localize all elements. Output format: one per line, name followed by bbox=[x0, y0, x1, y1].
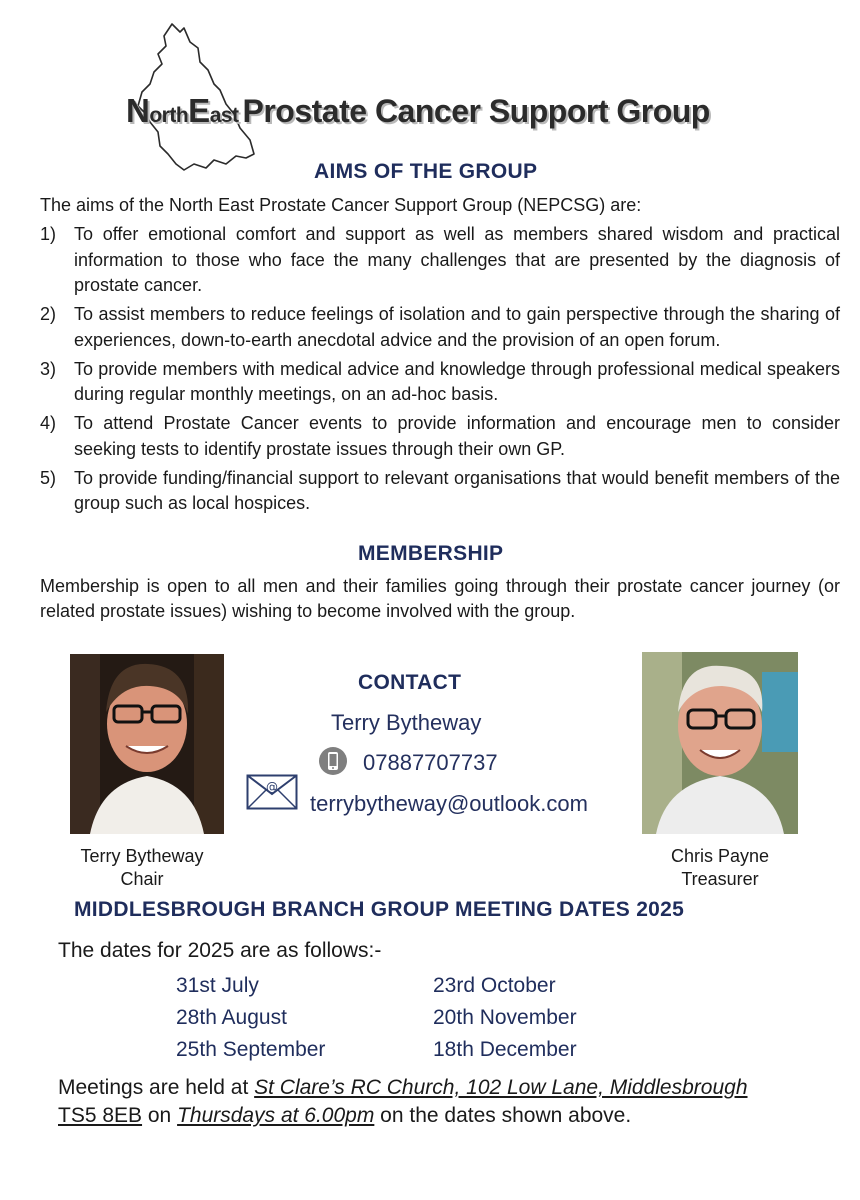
aims-list bbox=[40, 222, 840, 520]
phone-icon bbox=[318, 746, 348, 776]
meeting-date: 23rd October bbox=[433, 974, 556, 997]
meeting-date: 20th November bbox=[433, 1006, 577, 1029]
dates-left-column bbox=[176, 970, 325, 1066]
meetings-intro: The dates for 2025 are as follows:- bbox=[58, 939, 382, 962]
caption-chris-role: Treasurer bbox=[681, 869, 759, 889]
portrait-illustration bbox=[70, 654, 224, 834]
meeting-date: 28th August bbox=[176, 1006, 287, 1029]
aim-item-2: 2) To assist members to reduce feelings of isolation and to gain perspective through the sharing of experiences, down-to-earth anecdotal advice and the provision of an open forum. bbox=[40, 304, 840, 350]
contact-heading: CONTACT bbox=[358, 671, 462, 694]
contact-phone[interactable]: 07887707737 bbox=[363, 750, 498, 775]
membership-text: Membership is open to all men and their families going through their prostate cancer journey (or related prostate issues) wishing to become involved with the group. bbox=[40, 576, 840, 621]
svg-text:@: @ bbox=[266, 780, 278, 794]
contact-email[interactable]: terrybytheway@outlook.com bbox=[310, 791, 588, 816]
caption-chris bbox=[640, 845, 800, 891]
venue-postcode: TS5 8EB bbox=[58, 1104, 143, 1127]
caption-terry-role: Chair bbox=[120, 869, 164, 889]
aims-heading: AIMS OF THE GROUP bbox=[314, 160, 538, 183]
membership-heading: MEMBERSHIP bbox=[358, 542, 504, 565]
meeting-venue-info: Meetings are held at St Clare’s RC Church, 102 Low Lane, Middlesbrough TS5 8EB on Thursdays at 6.00pm on the dates shown above. bbox=[58, 1076, 748, 1127]
portrait-illustration bbox=[642, 652, 798, 834]
contact-name: Terry Bytheway bbox=[331, 710, 482, 735]
aim-item-4: 4) To attend Prostate Cancer events to provide information and encourage men to consider seeking tests to identify prostate issues through their own GP. bbox=[40, 413, 840, 459]
email-envelope-icon bbox=[246, 774, 298, 810]
meeting-date: 18th December bbox=[433, 1038, 577, 1061]
photo-chris-payne bbox=[642, 652, 798, 834]
caption-terry bbox=[60, 845, 224, 891]
meeting-date: 31st July bbox=[176, 974, 259, 997]
meetings-heading: MIDDLESBROUGH BRANCH GROUP MEETING DATES 2025 bbox=[74, 898, 685, 921]
dates-right-column bbox=[433, 970, 577, 1066]
caption-terry-name: Terry Bytheway bbox=[80, 846, 204, 866]
aim-item-3: 3) To provide members with medical advice and knowledge through professional medical speakers during regular monthly meetings, on an ad-hoc basis. bbox=[40, 358, 840, 404]
group-title: NorthEast Prostate Cancer Support Group bbox=[126, 92, 710, 129]
aims-intro: The aims of the North East Prostate Cancer Support Group (NEPCSG) are: bbox=[40, 195, 642, 215]
caption-chris-name: Chris Payne bbox=[670, 846, 770, 866]
photo-terry-bytheway bbox=[70, 654, 224, 834]
meeting-date: 25th September bbox=[176, 1038, 326, 1061]
meeting-day-time: Thursdays at 6.00pm bbox=[177, 1104, 375, 1127]
venue-address: St Clare’s RC Church, 102 Low Lane, Middlesbrough bbox=[254, 1076, 748, 1099]
aim-item-5: 5) To provide funding/financial support to relevant organisations that would benefit members of the group such as local hospices. bbox=[40, 467, 840, 513]
aim-item-1: 1) To offer emotional comfort and support as well as members shared wisdom and practical information to those who face the many challenges that are presented by the diagnosis of prostate cancer. bbox=[40, 224, 840, 295]
